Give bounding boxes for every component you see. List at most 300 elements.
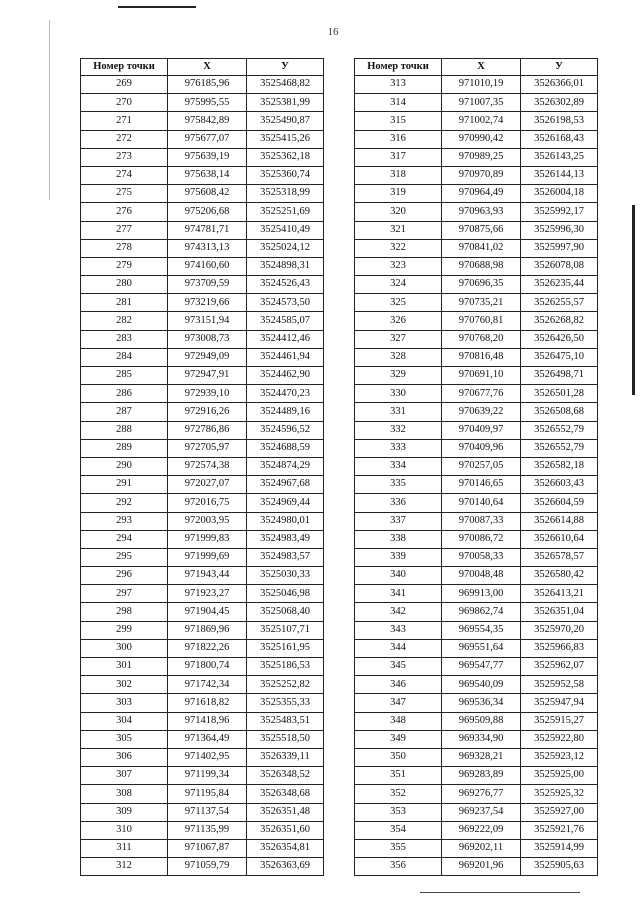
cell-point-number: 344 xyxy=(355,639,442,657)
scan-artifact-bottom xyxy=(420,892,580,893)
cell-point-number: 293 xyxy=(81,512,168,530)
cell-x: 971402,95 xyxy=(168,748,247,766)
table-row xyxy=(81,94,324,112)
cell-y: 3525996,30 xyxy=(521,221,598,239)
header-y: У xyxy=(247,59,324,76)
cell-point-number: 324 xyxy=(355,276,442,294)
cell-x: 971195,84 xyxy=(168,785,247,803)
cell-point-number: 340 xyxy=(355,567,442,585)
cell-x: 970086,72 xyxy=(442,530,521,548)
cell-point-number: 320 xyxy=(355,203,442,221)
header-x: X xyxy=(168,59,247,76)
cell-y: 3526354,81 xyxy=(247,839,324,857)
cell-y: 3526475,10 xyxy=(521,348,598,366)
cell-x: 971135,99 xyxy=(168,821,247,839)
cell-x: 973151,94 xyxy=(168,312,247,330)
cell-point-number: 286 xyxy=(81,385,168,403)
cell-y: 3526552,79 xyxy=(521,439,598,457)
cell-x: 970048,48 xyxy=(442,567,521,585)
table-row xyxy=(355,548,598,566)
table-row xyxy=(81,785,324,803)
table-row xyxy=(355,130,598,148)
table-row xyxy=(355,439,598,457)
cell-y: 3526582,18 xyxy=(521,457,598,475)
cell-y: 3525381,99 xyxy=(247,94,324,112)
table-row xyxy=(81,548,324,566)
table-row xyxy=(355,367,598,385)
cell-point-number: 277 xyxy=(81,221,168,239)
cell-y: 3526235,44 xyxy=(521,276,598,294)
table-row xyxy=(355,712,598,730)
cell-point-number: 269 xyxy=(81,76,168,94)
cell-x: 971067,87 xyxy=(168,839,247,857)
cell-x: 972027,07 xyxy=(168,476,247,494)
cell-y: 3526302,89 xyxy=(521,94,598,112)
cell-y: 3524983,57 xyxy=(247,548,324,566)
cell-y: 3524967,68 xyxy=(247,476,324,494)
cell-x: 969222,09 xyxy=(442,821,521,839)
table-row xyxy=(81,166,324,184)
cell-x: 974160,60 xyxy=(168,257,247,275)
table-row xyxy=(81,621,324,639)
cell-point-number: 339 xyxy=(355,548,442,566)
cell-y: 3526351,04 xyxy=(521,603,598,621)
cell-x: 969276,77 xyxy=(442,785,521,803)
table-row xyxy=(355,821,598,839)
cell-x: 969554,35 xyxy=(442,621,521,639)
table-row xyxy=(81,530,324,548)
cell-y: 3525415,26 xyxy=(247,130,324,148)
cell-y: 3526498,71 xyxy=(521,367,598,385)
table-row xyxy=(355,185,598,203)
table-row xyxy=(81,330,324,348)
cell-x: 969202,11 xyxy=(442,839,521,857)
cell-x: 971002,74 xyxy=(442,112,521,130)
table-row xyxy=(81,148,324,166)
table-row xyxy=(81,130,324,148)
table-row xyxy=(81,585,324,603)
cell-x: 972574,38 xyxy=(168,457,247,475)
cell-point-number: 274 xyxy=(81,166,168,184)
cell-x: 972949,09 xyxy=(168,348,247,366)
table-row xyxy=(81,476,324,494)
table-row xyxy=(355,839,598,857)
table-row xyxy=(81,112,324,130)
cell-x: 971999,83 xyxy=(168,530,247,548)
cell-y: 3526614,88 xyxy=(521,512,598,530)
cell-point-number: 316 xyxy=(355,130,442,148)
table-row xyxy=(81,803,324,821)
cell-point-number: 308 xyxy=(81,785,168,803)
table-row xyxy=(81,694,324,712)
table-row xyxy=(355,639,598,657)
cell-point-number: 275 xyxy=(81,185,168,203)
cell-x: 971418,96 xyxy=(168,712,247,730)
cell-y: 3525925,00 xyxy=(521,767,598,785)
cell-x: 970841,02 xyxy=(442,239,521,257)
cell-point-number: 292 xyxy=(81,494,168,512)
cell-y: 3526610,64 xyxy=(521,530,598,548)
cell-point-number: 341 xyxy=(355,585,442,603)
cell-x: 975608,42 xyxy=(168,185,247,203)
table-row xyxy=(355,748,598,766)
table-row xyxy=(355,348,598,366)
cell-y: 3525921,76 xyxy=(521,821,598,839)
cell-x: 975638,14 xyxy=(168,166,247,184)
cell-point-number: 335 xyxy=(355,476,442,494)
cell-point-number: 285 xyxy=(81,367,168,385)
cell-x: 974781,71 xyxy=(168,221,247,239)
table-row xyxy=(81,767,324,785)
cell-point-number: 351 xyxy=(355,767,442,785)
cell-y: 3525046,98 xyxy=(247,585,324,603)
cell-x: 971869,96 xyxy=(168,621,247,639)
cell-y: 3525030,33 xyxy=(247,567,324,585)
cell-x: 972947,91 xyxy=(168,367,247,385)
cell-y: 3524462,90 xyxy=(247,367,324,385)
cell-y: 3525518,50 xyxy=(247,730,324,748)
cell-point-number: 350 xyxy=(355,748,442,766)
table-row xyxy=(355,530,598,548)
cell-x: 969913,00 xyxy=(442,585,521,603)
table-row xyxy=(81,403,324,421)
cell-point-number: 326 xyxy=(355,312,442,330)
scan-artifact-right xyxy=(632,205,635,395)
cell-y: 3526413,21 xyxy=(521,585,598,603)
cell-x: 970677,76 xyxy=(442,385,521,403)
table-row xyxy=(81,748,324,766)
cell-point-number: 329 xyxy=(355,367,442,385)
cell-x: 971904,45 xyxy=(168,603,247,621)
table-header-row xyxy=(355,59,598,76)
cell-point-number: 284 xyxy=(81,348,168,366)
cell-x: 969328,21 xyxy=(442,748,521,766)
table-row xyxy=(81,567,324,585)
cell-point-number: 294 xyxy=(81,530,168,548)
table-row xyxy=(355,730,598,748)
cell-point-number: 306 xyxy=(81,748,168,766)
table-row xyxy=(355,694,598,712)
cell-y: 3525914,99 xyxy=(521,839,598,857)
table-row xyxy=(355,294,598,312)
cell-y: 3526603,43 xyxy=(521,476,598,494)
cell-x: 971010,19 xyxy=(442,76,521,94)
cell-x: 973219,66 xyxy=(168,294,247,312)
cell-x: 972786,86 xyxy=(168,421,247,439)
cell-point-number: 354 xyxy=(355,821,442,839)
cell-y: 3525410,49 xyxy=(247,221,324,239)
table-row xyxy=(81,348,324,366)
cell-x: 970875,66 xyxy=(442,221,521,239)
cell-x: 969509,88 xyxy=(442,712,521,730)
header-y: У xyxy=(521,59,598,76)
table-row xyxy=(355,621,598,639)
cell-x: 975677,07 xyxy=(168,130,247,148)
cell-y: 3525927,00 xyxy=(521,803,598,821)
cell-x: 971618,82 xyxy=(168,694,247,712)
cell-x: 971137,54 xyxy=(168,803,247,821)
cell-y: 3526004,18 xyxy=(521,185,598,203)
cell-x: 971059,79 xyxy=(168,858,247,876)
table-row xyxy=(81,76,324,94)
cell-y: 3525997,90 xyxy=(521,239,598,257)
cell-y: 3526078,08 xyxy=(521,257,598,275)
cell-y: 3526143,25 xyxy=(521,148,598,166)
cell-x: 970816,48 xyxy=(442,348,521,366)
cell-x: 969237,54 xyxy=(442,803,521,821)
cell-point-number: 313 xyxy=(355,76,442,94)
cell-point-number: 348 xyxy=(355,712,442,730)
table-row xyxy=(81,385,324,403)
cell-x: 970760,81 xyxy=(442,312,521,330)
table-row xyxy=(355,385,598,403)
cell-point-number: 282 xyxy=(81,312,168,330)
cell-y: 3525024,12 xyxy=(247,239,324,257)
cell-x: 970696,35 xyxy=(442,276,521,294)
table-row xyxy=(81,221,324,239)
cell-x: 970989,25 xyxy=(442,148,521,166)
table-header-row xyxy=(81,59,324,76)
table-row xyxy=(355,221,598,239)
cell-y: 3525318,99 xyxy=(247,185,324,203)
cell-y: 3526363,69 xyxy=(247,858,324,876)
cell-x: 975995,55 xyxy=(168,94,247,112)
cell-y: 3524969,44 xyxy=(247,494,324,512)
cell-point-number: 301 xyxy=(81,658,168,676)
cell-x: 969334,90 xyxy=(442,730,521,748)
cell-point-number: 325 xyxy=(355,294,442,312)
cell-point-number: 346 xyxy=(355,676,442,694)
cell-x: 971742,34 xyxy=(168,676,247,694)
cell-x: 971800,74 xyxy=(168,658,247,676)
cell-y: 3526604,59 xyxy=(521,494,598,512)
cell-x: 971999,69 xyxy=(168,548,247,566)
cell-y: 3524461,94 xyxy=(247,348,324,366)
cell-point-number: 295 xyxy=(81,548,168,566)
cell-x: 972916,26 xyxy=(168,403,247,421)
cell-y: 3526580,42 xyxy=(521,567,598,585)
cell-point-number: 338 xyxy=(355,530,442,548)
cell-point-number: 315 xyxy=(355,112,442,130)
table-row xyxy=(81,185,324,203)
cell-x: 970963,93 xyxy=(442,203,521,221)
cell-x: 975206,68 xyxy=(168,203,247,221)
table-row xyxy=(355,94,598,112)
cell-y: 3526501,28 xyxy=(521,385,598,403)
header-x: X xyxy=(442,59,521,76)
table-row xyxy=(355,585,598,603)
table-row xyxy=(81,439,324,457)
cell-x: 970146,65 xyxy=(442,476,521,494)
cell-point-number: 334 xyxy=(355,457,442,475)
cell-point-number: 336 xyxy=(355,494,442,512)
cell-x: 970735,21 xyxy=(442,294,521,312)
cell-x: 970409,97 xyxy=(442,421,521,439)
cell-x: 973008,73 xyxy=(168,330,247,348)
table-row xyxy=(355,785,598,803)
cell-x: 975639,19 xyxy=(168,148,247,166)
cell-y: 3524489,16 xyxy=(247,403,324,421)
cell-y: 3524874,29 xyxy=(247,457,324,475)
cell-y: 3526268,82 xyxy=(521,312,598,330)
cell-y: 3525468,82 xyxy=(247,76,324,94)
cell-y: 3525362,18 xyxy=(247,148,324,166)
cell-y: 3526348,68 xyxy=(247,785,324,803)
cell-x: 973709,59 xyxy=(168,276,247,294)
cell-y: 3525355,33 xyxy=(247,694,324,712)
cell-x: 969536,34 xyxy=(442,694,521,712)
cell-x: 970409,96 xyxy=(442,439,521,457)
cell-point-number: 298 xyxy=(81,603,168,621)
cell-y: 3524688,59 xyxy=(247,439,324,457)
cell-x: 969540,09 xyxy=(442,676,521,694)
table-row xyxy=(355,803,598,821)
cell-y: 3524470,23 xyxy=(247,385,324,403)
cell-point-number: 305 xyxy=(81,730,168,748)
cell-point-number: 273 xyxy=(81,148,168,166)
cell-x: 969547,77 xyxy=(442,658,521,676)
cell-point-number: 290 xyxy=(81,457,168,475)
cell-y: 3526144,13 xyxy=(521,166,598,184)
cell-y: 3524573,50 xyxy=(247,294,324,312)
cell-x: 972003,95 xyxy=(168,512,247,530)
table-row xyxy=(355,421,598,439)
table-row xyxy=(355,276,598,294)
table-row xyxy=(81,512,324,530)
table-row xyxy=(81,839,324,857)
cell-point-number: 343 xyxy=(355,621,442,639)
table-row xyxy=(81,676,324,694)
cell-point-number: 309 xyxy=(81,803,168,821)
cell-point-number: 321 xyxy=(355,221,442,239)
cell-point-number: 279 xyxy=(81,257,168,275)
cell-y: 3526578,57 xyxy=(521,548,598,566)
cell-point-number: 337 xyxy=(355,512,442,530)
cell-x: 971822,26 xyxy=(168,639,247,657)
cell-x: 969551,64 xyxy=(442,639,521,657)
cell-point-number: 331 xyxy=(355,403,442,421)
cell-x: 971364,49 xyxy=(168,730,247,748)
table-row xyxy=(81,712,324,730)
table-row xyxy=(81,639,324,657)
cell-point-number: 307 xyxy=(81,767,168,785)
cell-y: 3525107,71 xyxy=(247,621,324,639)
table-row xyxy=(81,257,324,275)
cell-point-number: 312 xyxy=(81,858,168,876)
table-row xyxy=(355,457,598,475)
table-row xyxy=(81,858,324,876)
table-row xyxy=(81,494,324,512)
coordinates-table-left xyxy=(80,58,324,876)
cell-point-number: 332 xyxy=(355,421,442,439)
table-row xyxy=(355,767,598,785)
table-row xyxy=(81,294,324,312)
cell-x: 970990,42 xyxy=(442,130,521,148)
table-row xyxy=(355,567,598,585)
cell-y: 3526426,50 xyxy=(521,330,598,348)
cell-point-number: 278 xyxy=(81,239,168,257)
cell-point-number: 328 xyxy=(355,348,442,366)
table-row xyxy=(81,457,324,475)
table-row xyxy=(81,367,324,385)
table-row xyxy=(81,658,324,676)
cell-x: 969862,74 xyxy=(442,603,521,621)
cell-x: 970087,33 xyxy=(442,512,521,530)
cell-point-number: 302 xyxy=(81,676,168,694)
table-row xyxy=(355,112,598,130)
cell-x: 975842,89 xyxy=(168,112,247,130)
cell-y: 3525966,83 xyxy=(521,639,598,657)
cell-point-number: 323 xyxy=(355,257,442,275)
cell-point-number: 347 xyxy=(355,694,442,712)
cell-y: 3526508,68 xyxy=(521,403,598,421)
cell-point-number: 272 xyxy=(81,130,168,148)
table-row xyxy=(355,476,598,494)
cell-x: 970970,89 xyxy=(442,166,521,184)
cell-y: 3525186,53 xyxy=(247,658,324,676)
coordinates-table-right xyxy=(354,58,598,876)
cell-y: 3524585,07 xyxy=(247,312,324,330)
table-row xyxy=(81,276,324,294)
cell-x: 970140,64 xyxy=(442,494,521,512)
cell-x: 974313,13 xyxy=(168,239,247,257)
cell-point-number: 296 xyxy=(81,567,168,585)
cell-point-number: 311 xyxy=(81,839,168,857)
cell-y: 3526348,52 xyxy=(247,767,324,785)
cell-x: 970257,05 xyxy=(442,457,521,475)
table-row xyxy=(355,494,598,512)
table-row xyxy=(355,239,598,257)
cell-x: 969283,89 xyxy=(442,767,521,785)
cell-y: 3524898,31 xyxy=(247,257,324,275)
header-point-number: Номер точки xyxy=(81,59,168,76)
cell-x: 970058,33 xyxy=(442,548,521,566)
cell-y: 3524980,01 xyxy=(247,512,324,530)
cell-point-number: 303 xyxy=(81,694,168,712)
table-row xyxy=(81,203,324,221)
cell-x: 972016,75 xyxy=(168,494,247,512)
cell-x: 970639,22 xyxy=(442,403,521,421)
cell-x: 971943,44 xyxy=(168,567,247,585)
cell-point-number: 349 xyxy=(355,730,442,748)
cell-y: 3526552,79 xyxy=(521,421,598,439)
cell-y: 3526351,60 xyxy=(247,821,324,839)
table-row xyxy=(355,603,598,621)
table-row xyxy=(81,312,324,330)
cell-point-number: 276 xyxy=(81,203,168,221)
cell-point-number: 300 xyxy=(81,639,168,657)
table-row xyxy=(355,312,598,330)
table-row xyxy=(355,76,598,94)
table-row xyxy=(355,512,598,530)
table-row xyxy=(81,421,324,439)
cell-point-number: 271 xyxy=(81,112,168,130)
cell-y: 3525925,32 xyxy=(521,785,598,803)
cell-point-number: 289 xyxy=(81,439,168,457)
table-row xyxy=(355,166,598,184)
cell-point-number: 327 xyxy=(355,330,442,348)
table-row xyxy=(355,257,598,275)
cell-y: 3525251,69 xyxy=(247,203,324,221)
cell-point-number: 297 xyxy=(81,585,168,603)
cell-y: 3524983,49 xyxy=(247,530,324,548)
cell-y: 3524596,52 xyxy=(247,421,324,439)
table-row xyxy=(355,330,598,348)
cell-y: 3526198,53 xyxy=(521,112,598,130)
cell-y: 3526255,57 xyxy=(521,294,598,312)
scan-artifact-left xyxy=(49,20,50,200)
cell-y: 3525947,94 xyxy=(521,694,598,712)
